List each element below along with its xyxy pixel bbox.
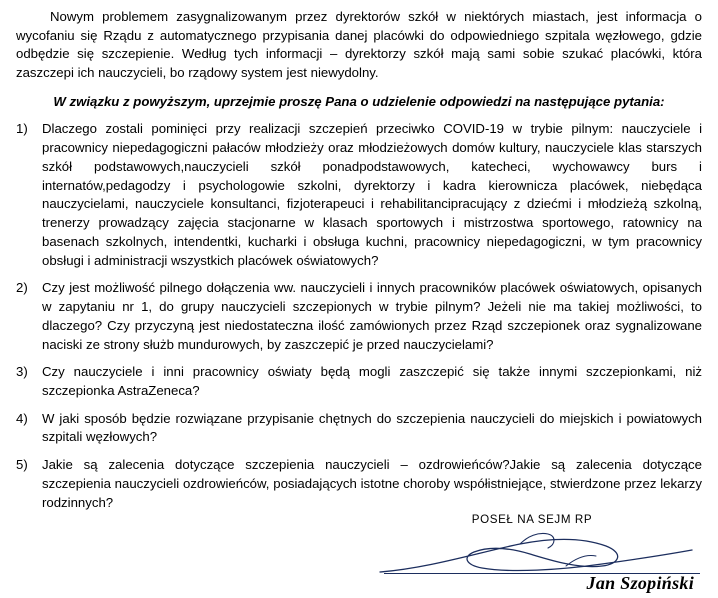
request-line: W związku z powyższym, uprzejmie proszę Pana o udzielenie odpowiedzi na następujące pytania:: [53, 93, 665, 109]
list-item-number: 5): [16, 457, 28, 473]
list-item-text: Czy nauczyciele i inni pracownicy oświaty będą mogli zaszczepić się także innymi szczepionkami, niż szczepionka AstraZeneca?: [42, 364, 702, 398]
list-item-number: 2): [16, 280, 28, 296]
list-item-text: Dlaczego zostali pominięci przy realizacji szczepień przeciwko COVID-19 w trybie pilnym: nauczyciele i pracownicy niepedagogiczni pałaców młodzieży oraz młodzieżowych domów kultury, nauczyciele klas starszych szkół podstawowych,nauczycieli szkół ponadpodstawowych, katecheci, wychowawcy burs i internatów,pedagodzy i psychologowie szkolni, dyrektorzy i kadra kierownicza placówek, niebędąca nauczycielami, nauczyciele konsultanci, fizjoterapeuci i rehabilitancipracujący z dziećmi i młodzieżą szkolną, trenerzy prowadzący zajęcia stacjonarne w klasach sportowych i mistrzostwa sportowego, ratownicy na basenach szkolnych, intendentki, kucharki i obsługa kuchni, pracownicy niepedagogiczni, w tym pracownicy obsługi i administracji wszystkich placówek oświatowych?: [42, 121, 702, 268]
list-item: [16, 410, 702, 447]
questions-list: [16, 120, 702, 512]
list-item-text: W jaki sposób będzie rozwiązane przypisanie chętnych do szczepienia nauczycieli do miejskich i powiatowych szpitali węzłowych?: [42, 410, 702, 445]
list-item: [16, 120, 702, 270]
signature-name: Jan Szopiński: [586, 573, 694, 593]
list-item-text: Jakie są zalecenia dotyczące szczepienia nauczycieli – ozdrowieńców?Jakie są zalecenia dotyczące szczepienia nauczycieli ozdrowieńców, posiadających istotne choroby współistniejące, stwierdzone przez lekarzy rodzinnych?: [42, 457, 702, 510]
list-item: [16, 456, 702, 512]
list-item-number: 3): [16, 364, 28, 380]
signature-title: POSEŁ NA SEJM RP: [471, 513, 593, 526]
list-item-number: 1): [16, 121, 28, 137]
signature-block: [370, 513, 700, 594]
signature-area: [370, 532, 700, 594]
intro-paragraph: Nowym problemem zasygnalizowanym przez dyrektorów szkół w niektórych miastach, jest informacja o wycofaniu się Rządu z automatycznego przypisania danej placówki do odpowiedniego szpitala węzłowego, gdzie odbędzie się szczepienie. Według tych informacji – dyrektorzy szkół mają sami sobie szukać placówki, która zaszczepi ich nauczycieli, bo rządowy system jest niewydolny.: [16, 9, 702, 81]
list-item: [16, 363, 702, 400]
list-item-text: Czy jest możliwość pilnego dołączenia ww. nauczycieli i innych pracowników placówek oświatowych, opisanych w zapytaniu nr 1, do grupy nauczycieli szczepionych w trybie pilnym? Jeżeli nie ma takiej możliwości, to dlaczego? Czy przyczyną jest niedostateczna ilość zamówionych przez Rząd szczepionek oraz sygnalizowane naciski ze strony służb mundurowych, by zaszczepić je przed nauczycielami?: [42, 280, 702, 352]
list-item-number: 4): [16, 410, 28, 426]
list-item: [16, 279, 702, 354]
